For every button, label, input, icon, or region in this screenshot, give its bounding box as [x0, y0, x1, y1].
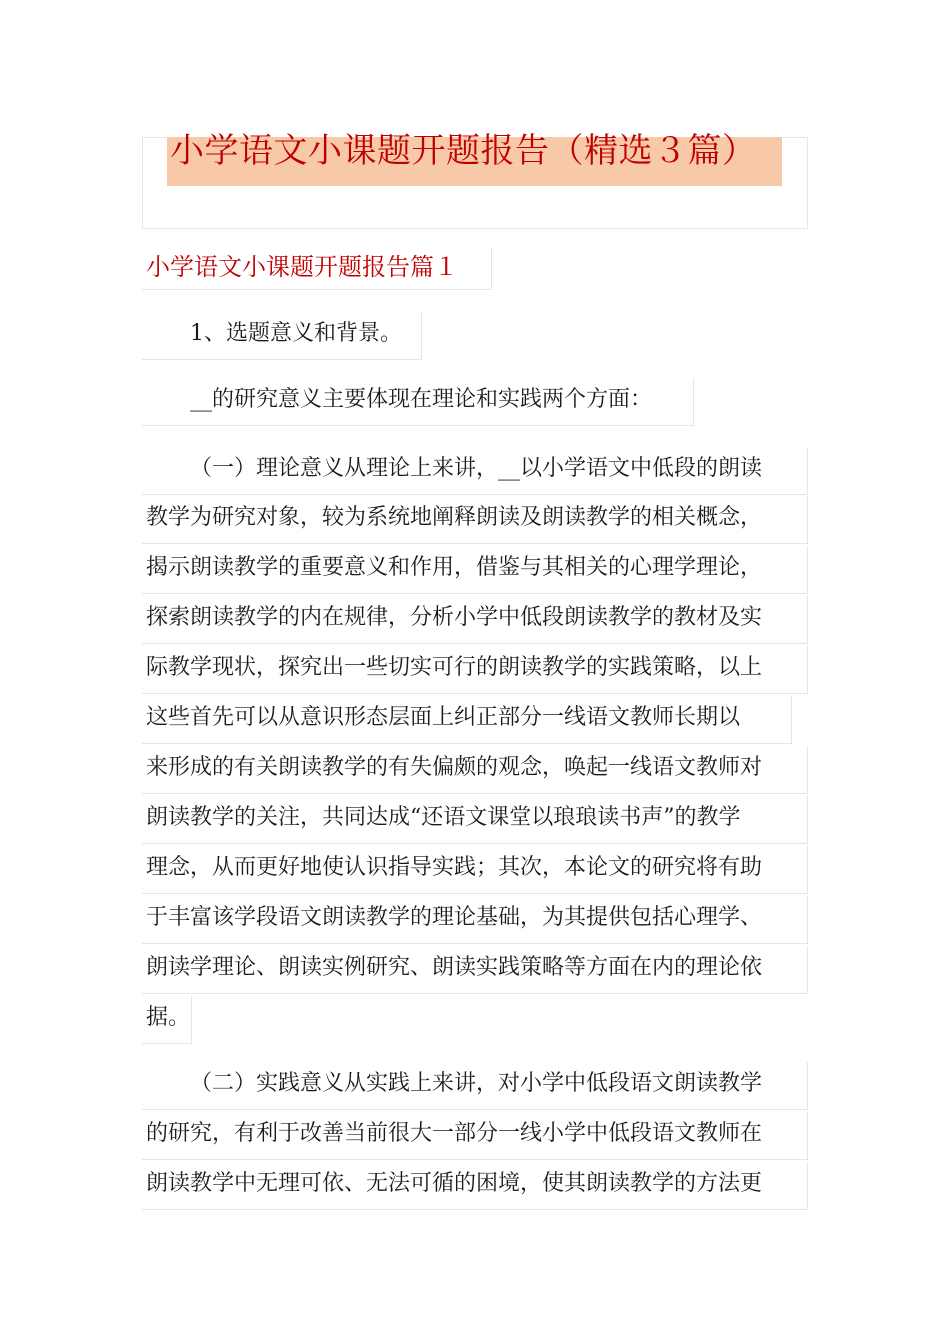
paragraph-line: 朗读教学中无理可依、无法可循的困境，使其朗读教学的方法更	[142, 1162, 808, 1210]
section-heading: 小学语文小课题开题报告篇１	[142, 248, 492, 290]
paragraph-line: 据。	[142, 996, 192, 1044]
paragraph-line: 来形成的有关朗读教学的有失偏颇的观念，唤起一线语文教师对	[142, 746, 808, 794]
document-title: 小学语文小课题开题报告（精选３篇）	[170, 131, 757, 171]
item-heading: 1、选题意义和背景。	[142, 312, 422, 360]
paragraph-line: 朗读学理论、朗读实例研究、朗读实践策略等方面在内的理论依	[142, 946, 808, 994]
paragraph-line: 教学为研究对象，较为系统地阐释朗读及朗读教学的相关概念，	[142, 496, 808, 544]
paragraph-line: 理念，从而更好地使认识指导实践；其次，本论文的研究将有助	[142, 846, 808, 894]
paragraph-line: 朗读教学的关注，共同达成“还语文课堂以琅琅读书声”的教学	[142, 796, 808, 844]
paragraph-line: 于丰富该学段语文朗读教学的理论基础，为其提供包括心理学、	[142, 896, 808, 944]
paragraph-line: 这些首先可以从意识形态层面上纠正部分一线语文教师长期以	[142, 696, 792, 744]
paragraph-line: 际教学现状，探究出一些切实可行的朗读教学的实践策略，以上	[142, 646, 808, 694]
intro-line: __的研究意义主要体现在理论和实践两个方面：	[142, 378, 694, 426]
paragraph-line: 揭示朗读教学的重要意义和作用，借鉴与其相关的心理学理论，	[142, 546, 808, 594]
paragraph-line: 的研究，有利于改善当前很大一部分一线小学中低段语文教师在	[142, 1112, 808, 1160]
paragraph-line: （二）实践意义从实践上来讲，对小学中低段语文朗读教学	[142, 1062, 808, 1110]
paragraph-line: （一）理论意义从理论上来讲，__以小学语文中低段的朗读	[142, 447, 808, 495]
paragraph-line: 探索朗读教学的内在规律，分析小学中低段朗读教学的教材及实	[142, 596, 808, 644]
